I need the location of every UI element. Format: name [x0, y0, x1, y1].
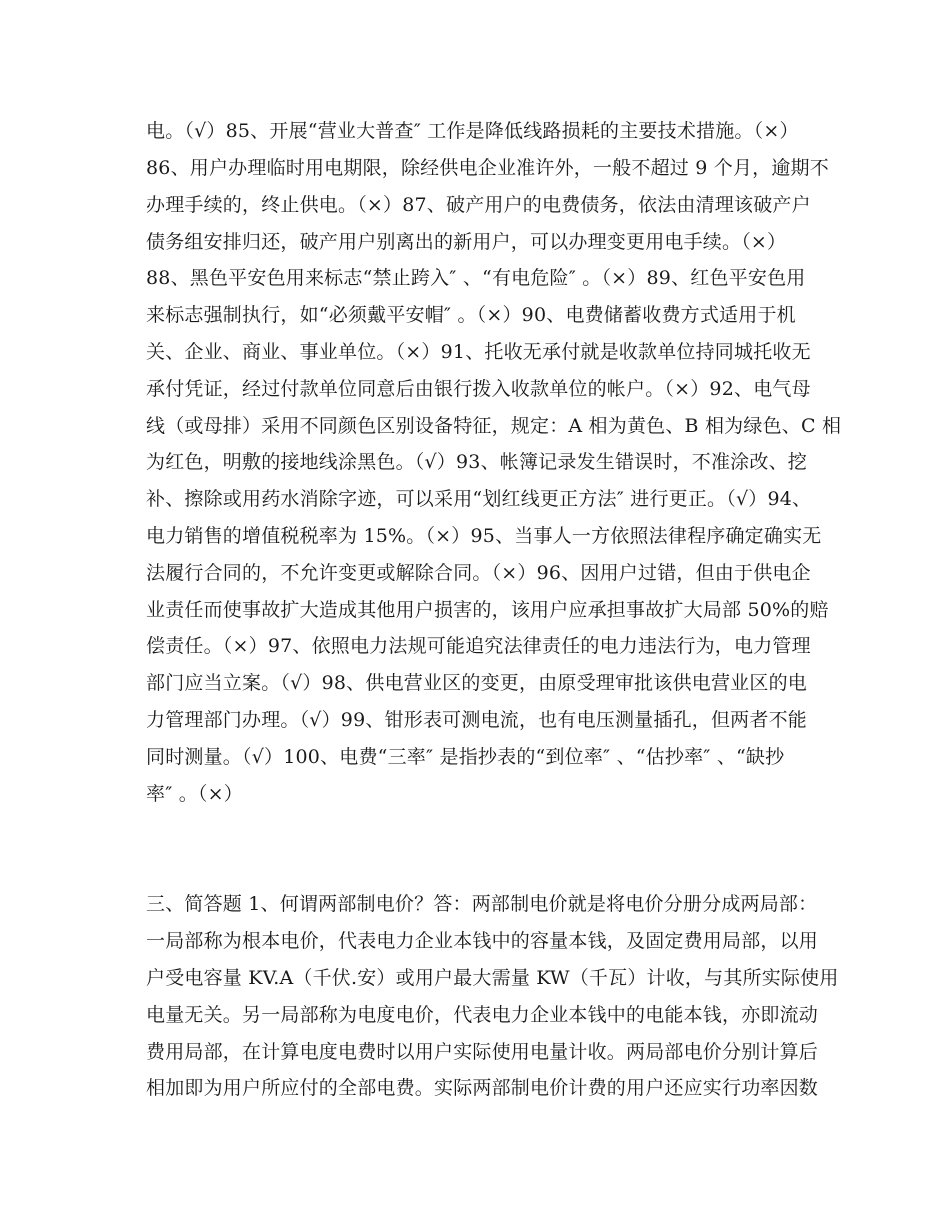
text-line: 率″ 。（×）: [146, 783, 243, 805]
text-line: 来标志强制执行，如“必须戴平安帽″ 。（×）90、电费储蓄收费方式适用于机: [146, 304, 796, 326]
text-line: 户受电容量 KV.A（千伏.安）或用户最大需量 KW（千瓦）计收，与其所实际使用: [146, 967, 839, 989]
text-line: 相加即为用户所应付的全部电费。实际两部制电价计费的用户还应实行功率因数: [146, 1077, 819, 1099]
text-line: 电。（√）85、开展“营业大普查″ 工作是降低线路损耗的主要技术措施。（×）: [146, 120, 799, 142]
text-line: 电力销售的增值税税率为 15%。（×）95、当事人一方依照法律程序确定确实无: [146, 525, 822, 547]
text-line: 一局部称为根本电价，代表电力企业本钱中的容量本钱，及固定费用局部，以用: [146, 930, 819, 952]
text-line: 线（或母排）采用不同颜色区别设备特征，规定：A 相为黄色、B 相为绿色、C 相: [146, 415, 842, 437]
text-line: 部门应当立案。（√）98、供电营业区的变更，由原受理审批该供电营业区的电: [146, 672, 807, 694]
text-line: 关、企业、商业、事业单位。（×）91、托收无承付就是收款单位持同城托收无: [146, 341, 811, 363]
text-line: 86、用户办理临时用电期限，除经供电企业准许外，一般不超过 9 个月，逾期不: [146, 157, 829, 179]
text-line: 三、简答题 1、何谓两部制电价？答：两部制电价就是将电价分册分成两局部：: [146, 893, 818, 915]
text-line: 费用局部，在计算电度电费时以用户实际使用电量计收。两局部电价分别计算后: [146, 1041, 819, 1063]
text-line: 力管理部门办理。（√）99、钳形表可测电流，也有电压测量插孔，但两者不能: [146, 709, 807, 731]
text-line: 同时测量。（√）100、电费“三率″ 是指抄表的“到位率″ 、“估抄率″ 、“缺抄: [146, 746, 785, 768]
text-line: 法履行合同的，不允许变更或解除合同。（×）96、因用户过错，但由于供电企: [146, 562, 811, 584]
text-line: 承付凭证，经过付款单位同意后由银行拨入收款单位的帐户。（×）92、电气母: [146, 378, 811, 400]
text-line: 偿责任。（×）97、依照电力法规可能追究法律责任的电力违法行为，电力管理: [146, 635, 811, 657]
text-line: 业责任而使事故扩大造成其他用户损害的，该用户应承担事故扩大局部 50%的赔: [146, 599, 829, 621]
text-line: 办理手续的，终止供电。（×）87、破产用户的电费债务，依法由清理该破产户: [146, 194, 811, 216]
text-line: 补、擦除或用药水消除字迹，可以采用“划红线更正方法″ 进行更正。（√）94、: [146, 488, 812, 510]
text-line: 为红色，明敷的接地线涂黑色。（√）93、帐簿记录发生错误时，不准涂改、挖: [146, 451, 807, 473]
text-line: 88、黑色平安色用来标志“禁止跨入″ 、“有电危险″ 。（×）89、红色平安色用: [146, 267, 806, 289]
text-line: 债务组安排归还，破产用户别离出的新用户，可以办理变更用电手续。（×）: [146, 231, 787, 253]
text-line: 电量无关。另一局部称为电度电价，代表电力企业本钱中的电能本钱，亦即流动: [146, 1004, 819, 1026]
